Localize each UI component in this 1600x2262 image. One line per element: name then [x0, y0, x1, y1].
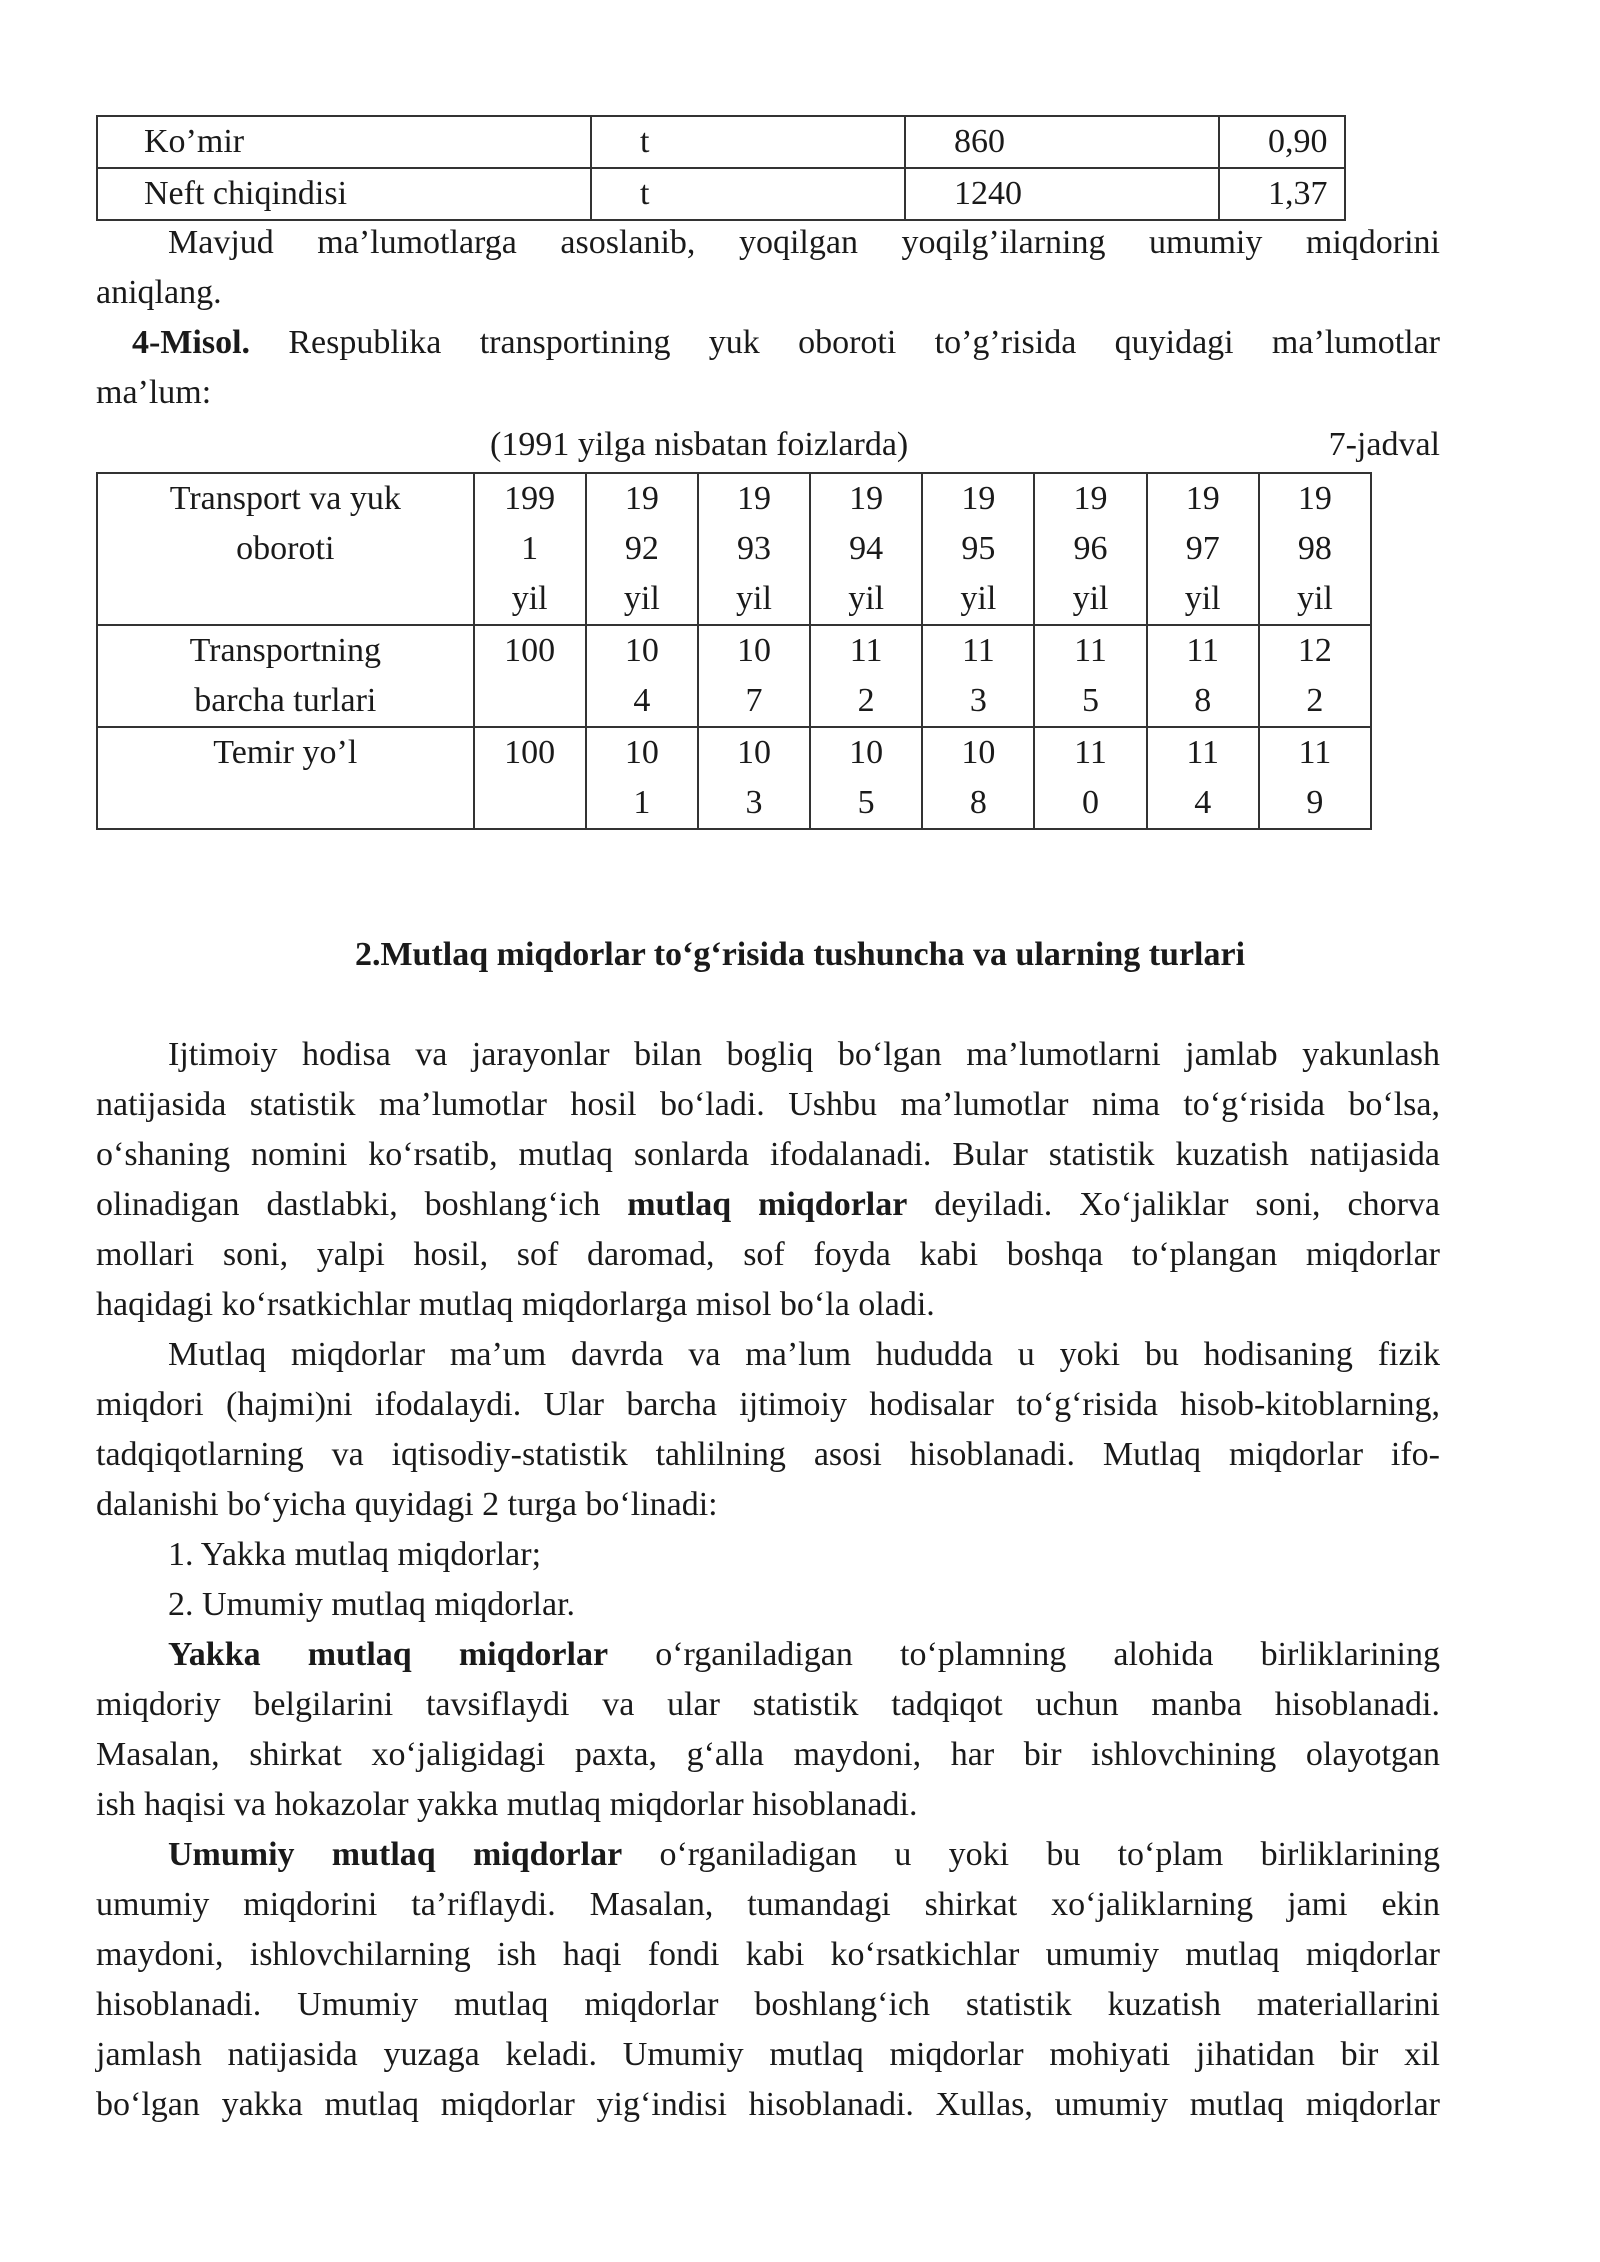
value-part: 8 — [1194, 682, 1212, 719]
row-label-cell — [97, 727, 474, 829]
text-line: jamlash natijasida yuzaga keladi. Umumiy mutlaq miqdorlar mohiyati jihatidan bir xil — [96, 2036, 1440, 2073]
value-cell — [810, 625, 922, 727]
value-cell — [1034, 625, 1146, 727]
value-part: 10 — [961, 734, 996, 771]
text-line: Mavjud ma’lumotlarga asoslanib, yoqilgan yoqilg’ilarning umumiy miqdorini — [168, 224, 1440, 261]
year-part: 19 — [849, 480, 884, 517]
value-cell — [474, 727, 586, 829]
header-cell — [97, 473, 474, 625]
value-cell — [586, 625, 698, 727]
year-part: 97 — [1185, 530, 1220, 567]
text-line: mollari soni, yalpi hosil, sof daromad, sof foyda kabi boshqa to‘plangan miqdorlar — [96, 1236, 1440, 1273]
value-part: 11 — [1298, 734, 1332, 771]
text-line: Ijtimoiy hodisa va jarayonlar bilan bogliq bo‘lgan ma’lumotlarni jamlab yakunlash — [168, 1036, 1440, 1073]
year-part: 19 — [1297, 480, 1332, 517]
value-part: 9 — [1306, 784, 1324, 821]
year-cell — [1259, 473, 1371, 625]
text-line: umumiy miqdorini ta’riflaydi. Masalan, tumandagi shirkat xo‘jaliklarning jami ekin — [96, 1886, 1440, 1923]
text-line — [96, 1830, 1440, 1880]
value-cell — [1147, 727, 1259, 829]
value-part: 5 — [857, 784, 875, 821]
fuel-table — [96, 115, 1346, 221]
table-row — [97, 116, 1345, 168]
year-part: 199 — [504, 480, 556, 517]
transport-table — [96, 472, 1372, 830]
value-part: 8 — [969, 784, 987, 821]
text-line: Masalan, shirkat xo‘jaligidagi paxta, g‘alla maydoni, har bir ishlovchining olayotgan — [96, 1736, 1440, 1773]
text-line: ma’lum: — [96, 374, 212, 411]
bold-term: Umumiy mutlaq miqdorlar — [168, 1836, 623, 1873]
text-line — [96, 1630, 1440, 1680]
value-cell — [698, 727, 810, 829]
example-label: 4-Misol. — [132, 324, 251, 361]
year-part: yil — [1184, 580, 1221, 617]
year-part: yil — [511, 580, 548, 617]
value-part: 3 — [969, 682, 987, 719]
table-cell: t — [591, 116, 905, 168]
text-line: dalanishi bo‘yicha quyidagi 2 turga bo‘linadi: — [96, 1486, 718, 1523]
value-cell — [698, 625, 810, 727]
year-part: 92 — [624, 530, 659, 567]
text-run: deyiladi. Xo‘jaliklar soni, chorva — [907, 1186, 1440, 1223]
value-part: 10 — [624, 734, 659, 771]
year-part: yil — [1072, 580, 1109, 617]
value-part: 11 — [1186, 734, 1220, 771]
text-line: natijasida statistik ma’lumotlar hosil bo‘ladi. Ushbu ma’lumotlar nima to‘g‘risida bo‘lsa, — [96, 1086, 1440, 1123]
row-label-line: barcha turlari — [194, 682, 377, 719]
year-part: yil — [623, 580, 660, 617]
year-cell — [1147, 473, 1259, 625]
text-line — [96, 318, 1440, 368]
table-cell: 1240 — [905, 168, 1219, 220]
year-part: 19 — [961, 480, 996, 517]
body-text — [96, 1030, 1440, 2130]
value-part: 100 — [504, 632, 556, 669]
text-line: o‘shaning nomini ko‘rsatib, mutlaq sonlarda ifodalanadi. Bular statistik kuzatish natijasida — [96, 1136, 1440, 1173]
text-run: o‘rganiladigan to‘plamning alohida birliklarining — [608, 1636, 1440, 1673]
text-line: bo‘lgan yakka mutlaq miqdorlar yig‘indisi hisoblanadi. Xullas, umumiy mutlaq miqdorlar — [96, 2086, 1440, 2123]
table-cell: 1,37 — [1219, 168, 1345, 220]
bold-term: Yakka mutlaq miqdorlar — [168, 1636, 609, 1673]
text-line: Mutlaq miqdorlar ma’um davrda va ma’lum hududda u yoki bu hodisaning fizik — [168, 1336, 1440, 1373]
text-run: o‘rganiladigan u yoki bu to‘plam birliklarining — [622, 1836, 1440, 1873]
year-part: 93 — [737, 530, 771, 567]
value-cell — [1259, 625, 1371, 727]
year-part: 19 — [1185, 480, 1220, 517]
table-row — [97, 168, 1345, 220]
text-line: hisoblanadi. Umumiy mutlaq miqdorlar boshlang‘ich statistik kuzatish materiallarini — [96, 1986, 1440, 2023]
list-item: 2. Umumiy mutlaq miqdorlar. — [168, 1586, 576, 1623]
value-part: 4 — [633, 682, 651, 719]
table-caption: (1991 yilga nisbatan foizlarda) — [490, 426, 909, 463]
value-part: 12 — [1297, 632, 1332, 669]
list-item: 1. Yakka mutlaq miqdorlar; — [168, 1536, 542, 1573]
table-number: 7-jadval — [1328, 426, 1440, 463]
text-line: maydoni, ishlovchilarning ish haqi fondi kabi ko‘rsatkichlar umumiy mutlaq miqdorlar — [96, 1936, 1440, 1973]
year-part: 19 — [624, 480, 659, 517]
year-cell — [586, 473, 698, 625]
value-cell — [922, 727, 1034, 829]
value-cell — [922, 625, 1034, 727]
year-part: yil — [960, 580, 997, 617]
year-part: 19 — [737, 480, 771, 517]
row-label-line: Temir yo’l — [213, 734, 358, 771]
example-text: Respublika transportining yuk oboroti to’g’risida quyidagi ma’lumotlar — [250, 324, 1440, 361]
table-cell: Neft chiqindisi — [97, 168, 591, 220]
year-part: yil — [1296, 580, 1333, 617]
value-part: 11 — [1074, 632, 1107, 669]
value-part: 1 — [633, 784, 651, 821]
year-cell — [1034, 473, 1146, 625]
text-line — [96, 1180, 1440, 1230]
value-cell — [474, 625, 586, 727]
year-part: yil — [736, 580, 772, 617]
table-cell: 860 — [905, 116, 1219, 168]
year-part: 19 — [1073, 480, 1108, 517]
value-part: 10 — [624, 632, 659, 669]
value-cell — [810, 727, 922, 829]
year-part: 98 — [1297, 530, 1332, 567]
row-label-line: Transportning — [189, 632, 381, 669]
value-part: 11 — [849, 632, 883, 669]
value-part: 100 — [504, 734, 556, 771]
year-part: 96 — [1073, 530, 1108, 567]
value-cell — [1147, 625, 1259, 727]
value-part: 10 — [849, 734, 884, 771]
text-line: haqidagi ko‘rsatkichlar mutlaq miqdorlarga misol bo‘la oladi. — [96, 1286, 935, 1323]
text-line: ish haqisi va hokazolar yakka mutlaq miqdorlar hisoblanadi. — [96, 1786, 918, 1823]
value-cell — [1259, 727, 1371, 829]
value-part: 0 — [1082, 784, 1100, 821]
year-cell — [698, 473, 810, 625]
value-part: 2 — [857, 682, 875, 719]
bold-term: mutlaq miqdorlar — [627, 1186, 908, 1223]
year-part: 94 — [849, 530, 884, 567]
year-part: 1 — [521, 530, 539, 567]
value-part: 11 — [1186, 632, 1220, 669]
year-cell — [810, 473, 922, 625]
value-part: 10 — [737, 632, 771, 669]
text-line: miqdoriy belgilarini tavsiflaydi va ular statistik tadqiqot uchun manba hisoblanadi. — [96, 1686, 1440, 1723]
section-heading: 2.Mutlaq miqdorlar to‘g‘risida tushuncha va ularning turlari — [354, 936, 1246, 973]
value-part: 11 — [961, 632, 995, 669]
table-header-row — [97, 473, 1371, 625]
row-label-cell — [97, 625, 474, 727]
text-line: aniqlang. — [96, 274, 222, 311]
value-cell — [586, 727, 698, 829]
year-cell — [922, 473, 1034, 625]
table-row — [97, 625, 1371, 727]
value-part: 3 — [745, 784, 763, 821]
value-part: 7 — [745, 682, 763, 719]
value-part: 4 — [1194, 784, 1212, 821]
value-part: 10 — [737, 734, 771, 771]
year-cell — [474, 473, 586, 625]
table-cell: Ko’mir — [97, 116, 591, 168]
value-part: 2 — [1306, 682, 1324, 719]
year-part: yil — [848, 580, 885, 617]
header-line: oboroti — [236, 530, 335, 567]
table-cell: t — [591, 168, 905, 220]
year-part: 95 — [961, 530, 996, 567]
table-cell: 0,90 — [1219, 116, 1345, 168]
instruction-paragraph — [96, 218, 1440, 418]
table-row — [97, 727, 1371, 829]
value-part: 11 — [1074, 734, 1107, 771]
value-part: 5 — [1082, 682, 1100, 719]
text-line: tadqiqotlarning va iqtisodiy-statistik tahlilning asosi hisoblanadi. Mutlaq miqdorlar ifo- — [96, 1436, 1440, 1473]
text-run: olinadigan dastlabki, boshlang‘ich — [96, 1186, 628, 1223]
header-line: Transport va yuk — [169, 480, 401, 517]
text-line: miqdori (hajmi)ni ifodalaydi. Ular barcha ijtimoiy hodisalar to‘g‘risida hisob-kitoblarning, — [96, 1386, 1440, 1423]
value-cell — [1034, 727, 1146, 829]
